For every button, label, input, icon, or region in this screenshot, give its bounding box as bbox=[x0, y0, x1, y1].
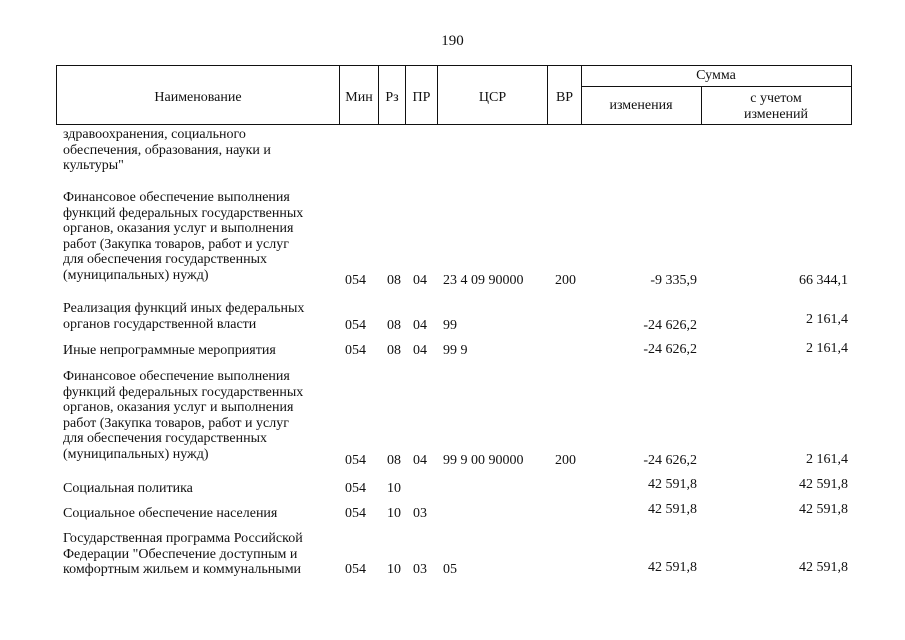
header-total-line1: с учетом bbox=[750, 91, 802, 106]
row-min: 054 bbox=[345, 453, 366, 468]
header-csr: ЦСР bbox=[478, 90, 507, 105]
row-rz: 08 bbox=[387, 343, 401, 358]
row-change: 42 591,8 bbox=[648, 477, 697, 492]
row-csr: 99 9 bbox=[443, 343, 468, 358]
page-number: 190 bbox=[441, 33, 464, 49]
header-sum: Сумма bbox=[696, 68, 736, 83]
header-change: изменения bbox=[609, 98, 673, 113]
row-change: -24 626,2 bbox=[643, 453, 697, 468]
row-name: Социальная политика bbox=[63, 481, 193, 496]
row-min: 054 bbox=[345, 273, 366, 288]
row-name: Финансовое обеспечение выполнения функций федеральных государственных органов, оказания услуг и выполнения работ (Закупка товаров, работ и услуг для обеспечения государственных (муниципальных) нужд) bbox=[63, 369, 304, 462]
header-pr: ПР bbox=[412, 90, 431, 105]
row-name: Государственная программа Российской Федерации "Обеспечение доступным и комфортным жильем и коммунальными bbox=[63, 531, 303, 577]
row-pr: 04 bbox=[413, 343, 427, 358]
row-name: Социальное обеспечение населения bbox=[63, 506, 278, 521]
row-total: 42 591,8 bbox=[799, 560, 848, 575]
row-min: 054 bbox=[345, 481, 366, 496]
header-rz: Рз bbox=[385, 90, 399, 105]
row-csr: 99 bbox=[443, 318, 457, 333]
row-rz: 10 bbox=[387, 506, 401, 521]
row-min: 054 bbox=[345, 318, 366, 333]
header-vr: ВР bbox=[555, 90, 574, 105]
row-name: Реализация функций иных федеральных органов государственной власти bbox=[63, 301, 305, 332]
row-total: 2 161,4 bbox=[806, 312, 848, 327]
row-total: 66 344,1 bbox=[799, 273, 848, 288]
row-change: 42 591,8 bbox=[648, 560, 697, 575]
row-min: 054 bbox=[345, 506, 366, 521]
row-total: 2 161,4 bbox=[806, 452, 848, 467]
row-csr: 05 bbox=[443, 562, 457, 577]
row-pr: 04 bbox=[413, 273, 427, 288]
row-vr: 200 bbox=[555, 453, 576, 468]
row-rz: 08 bbox=[387, 453, 401, 468]
header-min: Мин bbox=[345, 90, 373, 105]
row-total: 42 591,8 bbox=[799, 502, 848, 517]
row-rz: 10 bbox=[387, 481, 401, 496]
row-csr: 99 9 00 90000 bbox=[443, 453, 524, 468]
row-pr: 04 bbox=[413, 318, 427, 333]
row-total: 2 161,4 bbox=[806, 341, 848, 356]
row-pr: 03 bbox=[413, 506, 427, 521]
row-rz: 08 bbox=[387, 318, 401, 333]
row-change: -24 626,2 bbox=[643, 342, 697, 357]
row-vr: 200 bbox=[555, 273, 576, 288]
row-min: 054 bbox=[345, 343, 366, 358]
row-name: Иные непрограммные мероприятия bbox=[63, 343, 276, 358]
row-change: 42 591,8 bbox=[648, 502, 697, 517]
row-rz: 10 bbox=[387, 562, 401, 577]
row-total: 42 591,8 bbox=[799, 477, 848, 492]
row-csr: 23 4 09 90000 bbox=[443, 273, 524, 288]
row-rz: 08 bbox=[387, 273, 401, 288]
row-min: 054 bbox=[345, 562, 366, 577]
row-name: здравоохранения, социального обеспечения, образования, науки и культуры" bbox=[63, 127, 271, 173]
row-name: Финансовое обеспечение выполнения функций федеральных государственных органов, оказания услуг и выполнения работ (Закупка товаров, работ и услуг для обеспечения государственных (муниципальных) нужд) bbox=[63, 190, 304, 283]
row-pr: 03 bbox=[413, 562, 427, 577]
header-total-line2: изменений bbox=[743, 107, 809, 122]
row-pr: 04 bbox=[413, 453, 427, 468]
header-name: Наименование bbox=[154, 90, 242, 105]
row-change: -24 626,2 bbox=[643, 318, 697, 333]
row-change: -9 335,9 bbox=[650, 273, 697, 288]
